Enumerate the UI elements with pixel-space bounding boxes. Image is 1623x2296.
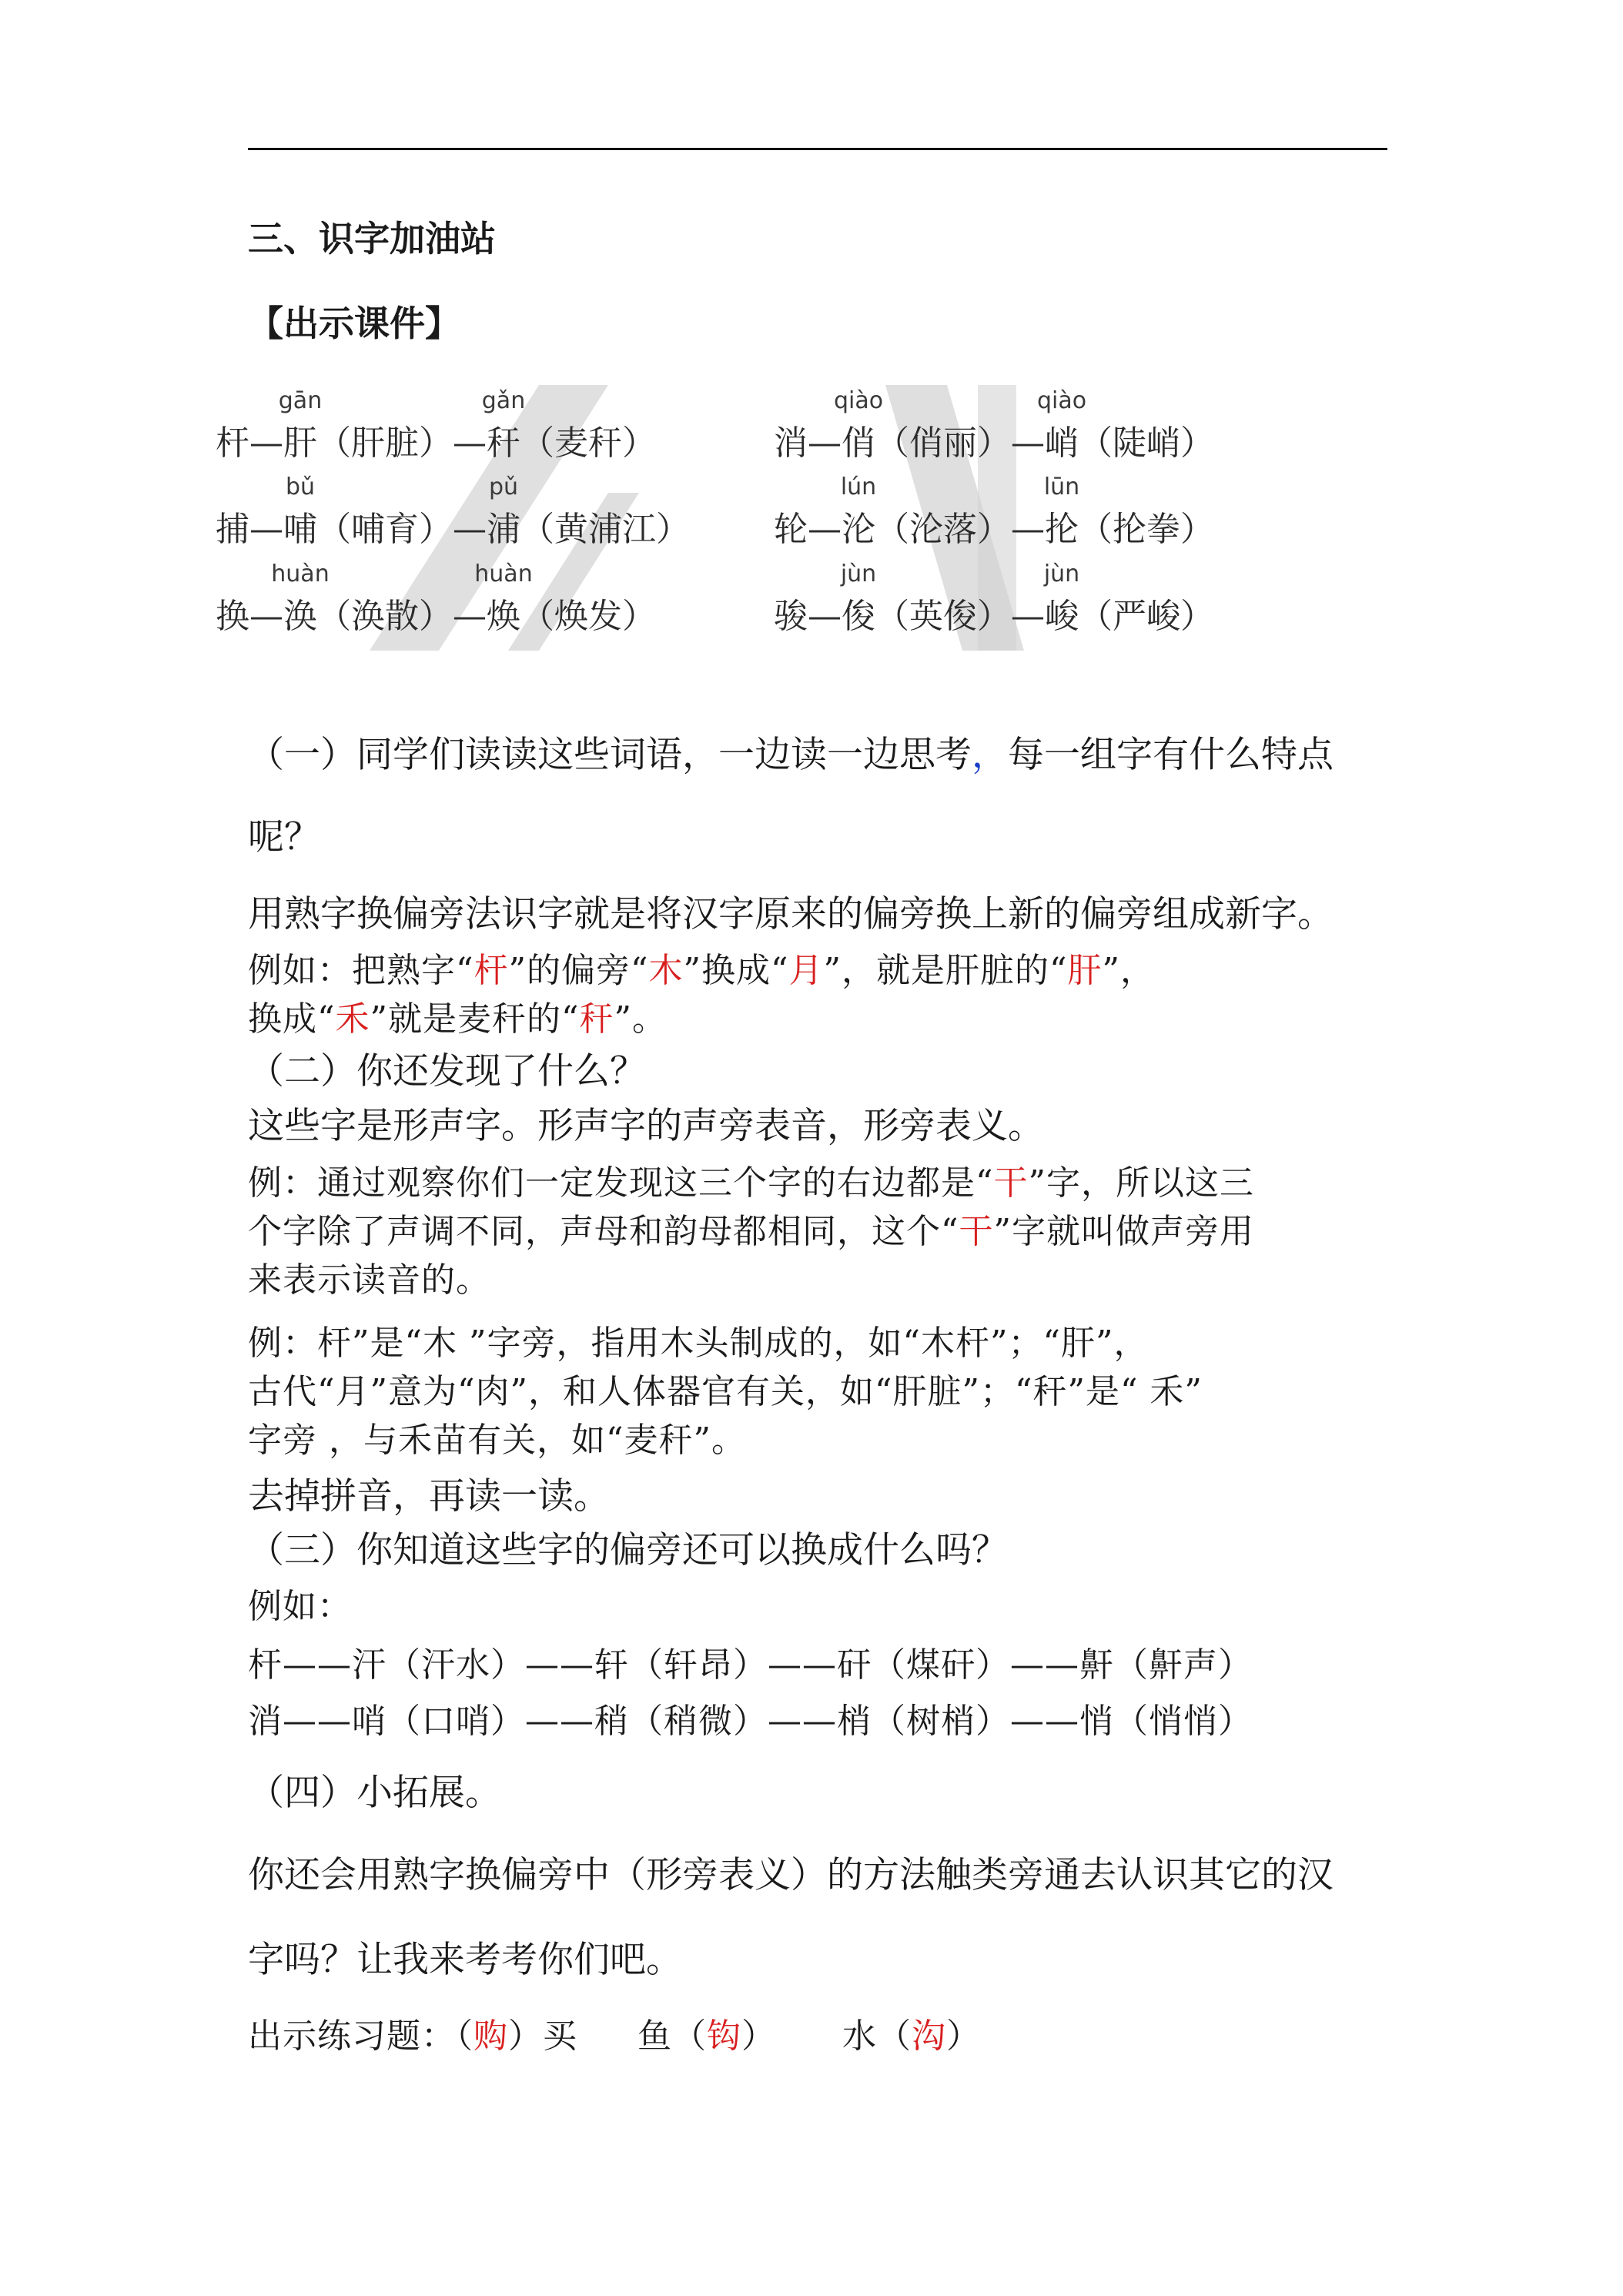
courseware-char [1036,387,1087,465]
text: ”。 [614,999,667,1039]
practice-answer-2: 钩 [707,2017,741,2056]
text: 例：通过观察你们一定发现这三个字的右边都是“ [248,1163,994,1203]
reread-paragraph: 去掉拼音，再读一读。 [248,1475,610,1518]
example-3-line-3: 字旁 ，与禾苗有关，如“麦秆”。 [248,1421,746,1460]
courseware-text: 杆— [216,423,283,463]
courseware-row-2-right [774,474,1214,551]
courseware-char [833,387,884,465]
courseware-text: （俏丽）— [875,423,1045,463]
courseware-row-3-right [774,561,1214,638]
text: ”，就是肝脏的“ [823,951,1068,990]
highlight-char: 月 [788,951,824,990]
courseware-text: （黄浦江） [520,510,690,549]
example-1-line-2 [248,996,667,1043]
extension-paragraph-1: 你还会用熟字换偏旁中（形旁表义）的方法触类旁通去认识其它的汉 [248,1854,1334,1896]
courseware-char [840,561,877,638]
practice-answer-1: 购 [474,2017,508,2056]
highlight-char: 秆 [579,999,614,1039]
courseware-char-text: 焕 [487,597,520,636]
courseware-text: （哺育）— [317,510,487,549]
text: ）买 [508,2017,577,2056]
courseware-char [283,474,317,551]
question-1 [248,731,1334,779]
text: ”就是麦秆的“ [370,999,580,1039]
pinyin-label: gān [278,387,323,414]
practice-answer-3: 沟 [912,2017,946,2056]
pinyin-label: pǔ [488,474,519,500]
courseware-char-text: 俏 [842,423,875,463]
courseware-char [278,387,323,465]
courseware-char-text: 峭 [1045,423,1079,463]
courseware-char [1043,474,1080,551]
pinyin-label: lún [840,474,877,500]
pinyin-label: jùn [840,561,877,587]
highlight-char: 肝 [1067,951,1103,990]
text: 例如：把熟字“ [248,951,474,990]
courseware-char-text: 秆 [487,423,520,463]
pinyin-label: huàn [271,561,330,587]
example-4-line-2: 消——哨（口哨）——稍（稍微）——梢（树梢）——悄（悄悄） [248,1702,1253,1741]
practice-label: 出示练习题： [248,2017,456,2056]
example-3-line-1: 例：杆”是“木 ”字旁，指用木头制成的，如“木杆”；“肝”， [248,1324,1149,1363]
courseware-row-1-left [216,387,656,465]
pinyin-label: qiào [833,387,884,414]
courseware-text: （麦秆） [520,423,656,463]
highlight-char: 木 [648,951,684,990]
highlight-char: 干 [993,1163,1029,1203]
courseware-char [474,561,533,638]
courseware-text: 轮— [774,510,842,549]
pinyin-label: huàn [474,561,533,587]
pinyin-label: bǔ [285,474,316,500]
courseware-text: （沦落）— [875,510,1045,549]
courseware-char-text: 哺 [283,510,317,549]
section-heading: 三、识字加油站 [248,218,496,259]
courseware-text: （肝脏）— [317,423,487,463]
question-1-cont: 呢？ [248,816,320,858]
courseware-char-text: 浦 [487,510,520,549]
text: ”的偏旁“ [508,951,649,990]
pinyin-label: gǎn [481,387,526,414]
xingsheng-paragraph: 这些字是形声字。形声字的声旁表音，形旁表义。 [248,1105,1044,1147]
courseware-char [271,561,330,638]
question-1-text-b: 每一组字有什么特点 [1008,734,1334,776]
question-3: （三）你知道这些字的偏旁还可以换成什么吗？ [248,1529,1008,1571]
courseware-text: （涣散）— [317,597,487,636]
example-3-line-2: 古代“月”意为“肉”，和人体器官有关，如“肝脏”；“秆”是“ 禾” [248,1372,1203,1411]
highlight-char: 干 [959,1212,994,1251]
highlight-char: 杆 [474,951,509,990]
method-paragraph: 用熟字换偏旁法识字就是将汉字原来的偏旁换上新的偏旁组成新字。 [248,893,1334,935]
question-2: （二）你还发现了什么？ [248,1050,646,1093]
courseware-char-text: 俊 [842,597,875,636]
courseware-char [481,387,526,465]
text: 个字除了声调不同，声母和韵母都相同，这个“ [248,1212,959,1251]
courseware-text: 换— [216,597,283,636]
example-4-label: 例如： [248,1587,352,1626]
text: 鱼（ [637,2017,707,2056]
courseware-char [1043,561,1080,638]
courseware-text: （焕发） [520,597,656,636]
text: ”， [1102,951,1155,990]
example-2-line-3: 来表示读音的。 [248,1260,490,1300]
courseware-char [487,474,520,551]
courseware-char [840,474,877,551]
text: ） [946,2017,981,2056]
text: 水（ [842,2017,912,2056]
text: ） [741,2017,776,2056]
extension-paragraph-2: 字吗？让我来考考你们吧。 [248,1939,682,1981]
courseware-row-3-left [216,561,656,638]
example-4-line-1: 杆——汗（汗水）——轩（轩昂）——矸（煤矸）——鼾（鼾声） [248,1645,1253,1685]
courseware-char-text: 涣 [283,597,317,636]
text: ”字就叫做声旁用 [993,1212,1254,1251]
courseware-text: （英俊）— [875,597,1045,636]
pinyin-label: qiào [1036,387,1087,414]
question-1-comma: ， [972,734,1008,776]
question-1-text-a: （一）同学们读读这些词语，一边读一边思考 [248,734,972,776]
courseware-text: 捕— [216,510,283,549]
courseware-text: 骏— [774,597,842,636]
courseware-label: 【出示课件】 [248,303,460,344]
courseware-text: 消— [774,423,842,463]
pinyin-label: lūn [1043,474,1080,500]
example-2-line-1 [248,1160,1254,1207]
courseware-char-text: 峻 [1045,597,1079,636]
courseware-text: （抡拳） [1079,510,1214,549]
courseware-char-text: 肝 [283,423,317,463]
courseware-char-text: 抡 [1045,510,1079,549]
courseware-char-text: 沦 [842,510,875,549]
courseware-row-1-right [774,387,1214,465]
text: ”字，所以这三 [1028,1163,1254,1203]
example-1-line-1 [248,947,1155,995]
practice-line [248,2013,981,2060]
courseware-text: （陡峭） [1079,423,1214,463]
pinyin-label: jùn [1043,561,1080,587]
courseware-text: （严峻） [1079,597,1214,636]
text: ”换成“ [683,951,789,990]
example-2-line-2 [248,1208,1254,1256]
question-4: （四）小拓展。 [248,1772,501,1814]
highlight-char: 禾 [335,999,370,1039]
text: 换成“ [248,999,336,1039]
header-rule [248,148,1387,150]
courseware-image [208,385,1286,651]
courseware-row-2-left [216,474,690,551]
text: （ [456,2017,474,2056]
